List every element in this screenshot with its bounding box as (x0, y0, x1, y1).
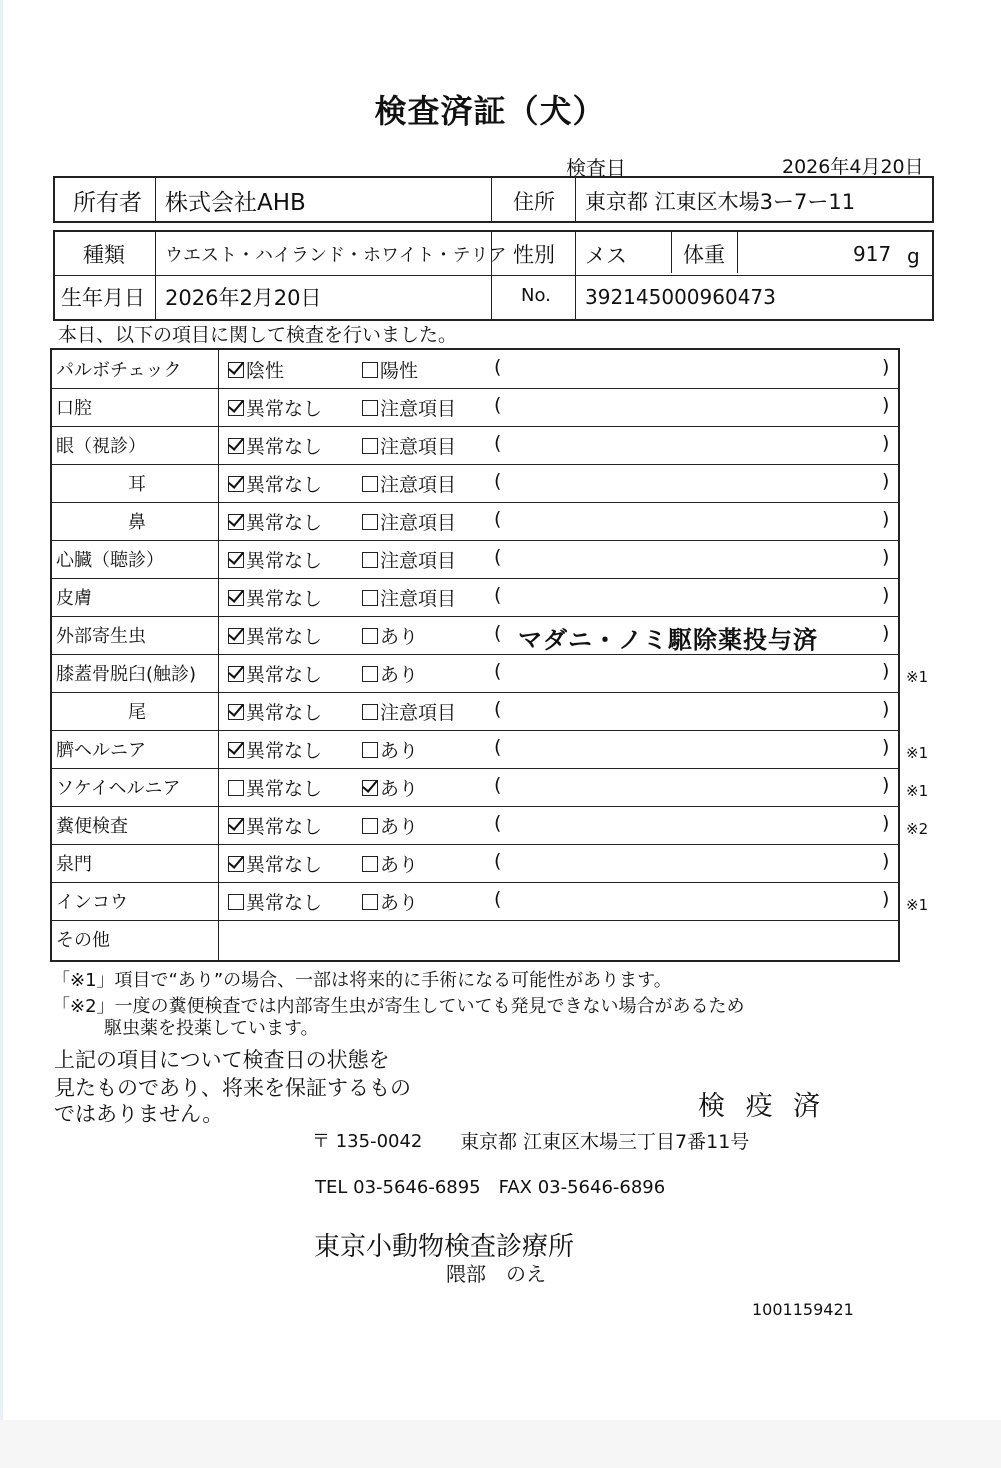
check-row-other (52, 920, 898, 958)
scan-edge-left (0, 0, 3, 1468)
checkbox-alert[interactable] (362, 818, 378, 834)
option-alert-label: あり (380, 816, 419, 838)
check-option-alert[interactable] (362, 850, 418, 877)
scan-edge-bottom (0, 1420, 1001, 1468)
paren-close: ) (882, 470, 890, 492)
check-option-normal[interactable] (228, 736, 322, 763)
check-row-label: 鼻 (128, 512, 146, 533)
option-normal-label: 異常なし (246, 778, 323, 800)
paren-open: ( (494, 812, 502, 834)
checkbox-alert[interactable] (362, 894, 378, 910)
option-alert-label: 注意項目 (380, 702, 457, 724)
paren-open: ( (494, 546, 502, 568)
paren-open: ( (494, 888, 502, 910)
check-row-label: ソケイヘルニア (56, 778, 181, 799)
check-option-normal[interactable] (228, 622, 322, 649)
paren-close: ) (882, 888, 890, 910)
number-value: 392145000960473 (585, 285, 776, 309)
serial-number: 1001159421 (752, 1300, 854, 1319)
sex-label: 性別 (513, 243, 555, 267)
birth-label: 生年月日 (61, 286, 145, 310)
checkbox-alert[interactable] (362, 552, 378, 568)
check-row (52, 768, 929, 806)
option-normal-label: 異常なし (246, 626, 323, 648)
checkbox-normal[interactable] (228, 514, 244, 530)
check-comment: マダニ・ノミ駆除薬投与済 (518, 626, 818, 654)
check-row (52, 464, 898, 502)
note-1: 「※1」項目で“あり”の場合、一部は将来的に手術になる可能性があります。 (52, 970, 672, 991)
check-row-label: 膝蓋骨脱臼(触診) (56, 664, 197, 685)
footnote-mark: ※1 (906, 744, 929, 762)
check-row (52, 692, 898, 730)
paren-open: ( (494, 470, 502, 492)
option-normal-label: 異常なし (246, 740, 323, 762)
address-label: 住所 (513, 190, 555, 214)
check-option-normal[interactable] (228, 774, 322, 801)
check-row-label: 心臓（聴診） (56, 550, 164, 571)
disclaimer-line-2: 見たものであり、将来を保証するもの (54, 1076, 411, 1100)
paren-open: ( (494, 660, 502, 682)
option-normal-label: 異常なし (246, 550, 323, 572)
checkbox-alert[interactable] (362, 780, 378, 796)
option-normal-label: 陰性 (246, 360, 285, 382)
checkbox-normal[interactable] (228, 856, 244, 872)
note-2-cont: 駆虫薬を投薬しています。 (104, 1018, 319, 1039)
disclaimer-line-1: 上記の項目について検査日の状態を (54, 1048, 390, 1072)
breed-label: 種類 (83, 243, 125, 267)
owner-label: 所有者 (73, 190, 142, 216)
check-row (52, 654, 929, 692)
check-option-alert[interactable] (362, 546, 456, 573)
option-alert-label: 注意項目 (380, 512, 457, 534)
checkbox-alert[interactable] (362, 628, 378, 644)
footnote-mark: ※1 (906, 782, 929, 800)
option-normal-label: 異常なし (246, 702, 323, 724)
inspection-date-value: 2026年4月20日 (782, 156, 924, 178)
check-option-alert[interactable] (362, 622, 418, 649)
paren-open: ( (494, 850, 502, 872)
pet-info-box (53, 230, 934, 321)
breed-value: ウエスト・ハイランド・ホワイト・テリア (165, 245, 507, 266)
option-normal-label: 異常なし (246, 664, 323, 686)
checkbox-alert[interactable] (362, 704, 378, 720)
check-row-label: パルボチェック (56, 360, 182, 381)
checkbox-alert[interactable] (362, 856, 378, 872)
paren-open: ( (494, 698, 502, 720)
check-row (52, 806, 929, 844)
option-normal-label: 異常なし (246, 854, 323, 876)
check-option-alert[interactable] (362, 432, 456, 459)
check-row-label: 外部寄生虫 (56, 626, 146, 647)
clinic-address: 東京都 江東区木場三丁目7番11号 (460, 1131, 750, 1153)
weight-label: 体重 (683, 243, 725, 267)
paren-open: ( (494, 356, 502, 378)
option-normal-label: 異常なし (246, 588, 323, 610)
check-option-alert[interactable] (362, 888, 418, 915)
option-normal-label: 異常なし (246, 816, 323, 838)
checkbox-normal[interactable] (228, 476, 244, 492)
option-alert-label: あり (380, 664, 419, 686)
option-alert-label: 注意項目 (380, 436, 457, 458)
footnote-mark: ※1 (906, 896, 929, 914)
option-alert-label: あり (380, 892, 419, 914)
note-2: 「※2」一度の糞便検査では内部寄生虫が寄生していても発見できない場合があるため (52, 996, 745, 1017)
option-alert-label: 注意項目 (380, 474, 457, 496)
check-row (52, 616, 898, 654)
checkbox-alert[interactable] (362, 514, 378, 530)
owner-address-box (53, 176, 934, 223)
option-alert-label: 注意項目 (380, 550, 457, 572)
option-normal-label: 異常なし (246, 398, 323, 420)
check-row-label: 臍ヘルニア (56, 740, 146, 761)
check-row-label: 口腔 (56, 398, 92, 419)
paren-close: ) (882, 736, 890, 758)
option-alert-label: 陽性 (380, 360, 419, 382)
check-row-label: 泉門 (56, 854, 92, 875)
option-normal-label: 異常なし (246, 892, 323, 914)
check-row-label: 尾 (128, 702, 146, 723)
checkbox-normal[interactable] (228, 894, 244, 910)
checkbox-normal[interactable] (228, 362, 244, 378)
check-row (52, 350, 898, 388)
paren-close: ) (882, 356, 890, 378)
paren-open: ( (494, 622, 502, 644)
checkbox-alert[interactable] (362, 666, 378, 682)
checkbox-normal[interactable] (228, 780, 244, 796)
check-row (52, 388, 898, 426)
check-row (52, 882, 929, 920)
checkbox-alert[interactable] (362, 362, 378, 378)
postal-code: 〒 135-0042 (312, 1131, 423, 1152)
checkbox-alert[interactable] (362, 476, 378, 492)
checkbox-alert[interactable] (362, 400, 378, 416)
inspection-date-label: 検査日 (566, 156, 626, 180)
paren-close: ) (882, 584, 890, 606)
option-alert-label: あり (380, 740, 419, 762)
checkbox-normal[interactable] (228, 590, 244, 606)
checkbox-alert[interactable] (362, 438, 378, 454)
check-option-normal[interactable] (228, 546, 322, 573)
check-option-normal[interactable] (228, 584, 322, 611)
check-row-label: 糞便検査 (56, 816, 128, 837)
check-row (52, 578, 898, 616)
disclaimer-line-3: ではありません。 (54, 1102, 224, 1126)
check-option-normal[interactable] (228, 812, 322, 839)
veterinarian-name: 隈部 のえ (446, 1262, 546, 1286)
check-row-label: インコウ (56, 892, 128, 913)
check-option-alert[interactable] (362, 470, 456, 497)
clinic-name: 東京小動物検査診療所 (314, 1232, 575, 1262)
check-option-alert[interactable] (362, 584, 456, 611)
sex-value: メス (585, 244, 627, 268)
check-option-alert[interactable] (362, 812, 418, 839)
paren-open: ( (494, 394, 502, 416)
check-row-label: 耳 (128, 474, 146, 495)
weight-unit: g (907, 244, 920, 268)
check-option-alert[interactable] (362, 774, 418, 801)
check-row (52, 540, 898, 578)
paren-close: ) (882, 812, 890, 834)
footnote-mark: ※1 (906, 668, 929, 686)
option-alert-label: 注意項目 (380, 588, 457, 610)
check-option-normal[interactable] (228, 888, 322, 915)
check-option-alert[interactable] (362, 394, 456, 421)
option-alert-label: あり (380, 626, 419, 648)
check-table (50, 348, 929, 962)
checkbox-normal[interactable] (228, 742, 244, 758)
paren-close: ) (882, 850, 890, 872)
intro-text: 本日、以下の項目に関して検査を行いました。 (58, 324, 458, 346)
check-option-normal[interactable] (228, 850, 322, 877)
paren-open: ( (494, 774, 502, 796)
paren-close: ) (882, 394, 890, 416)
paren-close: ) (882, 622, 890, 644)
option-alert-label: あり (380, 778, 419, 800)
check-option-alert[interactable] (362, 508, 456, 535)
other-label: その他 (56, 930, 110, 951)
weight-value: 917 (853, 242, 892, 266)
check-option-alert[interactable] (362, 736, 418, 763)
option-alert-label: 注意項目 (380, 398, 457, 420)
checkbox-normal[interactable] (228, 704, 244, 720)
paren-close: ) (882, 660, 890, 682)
check-option-normal[interactable] (228, 356, 284, 383)
checkbox-normal[interactable] (228, 818, 244, 834)
checkbox-normal[interactable] (228, 552, 244, 568)
checkbox-normal[interactable] (228, 666, 244, 682)
check-row (52, 844, 898, 882)
checkbox-normal[interactable] (228, 438, 244, 454)
footnote-mark: ※2 (906, 820, 929, 838)
paren-open: ( (494, 432, 502, 454)
option-normal-label: 異常なし (246, 474, 323, 496)
address-value: 東京都 江東区木場3ー7ー11 (585, 190, 856, 214)
clinic-tel-fax: TEL 03-5646-6895 FAX 03-5646-6896 (315, 1177, 666, 1198)
check-option-normal[interactable] (228, 660, 322, 687)
paren-close: ) (882, 774, 890, 796)
check-row-label: 皮膚 (56, 588, 92, 609)
check-option-normal[interactable] (228, 394, 322, 421)
check-option-alert[interactable] (362, 698, 456, 725)
option-normal-label: 異常なし (246, 436, 323, 458)
check-option-alert[interactable] (362, 356, 418, 383)
check-option-normal[interactable] (228, 508, 322, 535)
check-row (52, 426, 898, 464)
number-label: No. (521, 285, 551, 306)
check-option-normal[interactable] (228, 432, 322, 459)
page-title: 検査済証（犬） (374, 92, 606, 130)
check-row (52, 730, 929, 768)
check-row (52, 502, 898, 540)
check-option-normal[interactable] (228, 470, 322, 497)
paren-close: ) (882, 546, 890, 568)
checkbox-normal[interactable] (228, 400, 244, 416)
owner-value: 株式会社AHB (165, 190, 306, 216)
checkbox-alert[interactable] (362, 742, 378, 758)
checkbox-alert[interactable] (362, 590, 378, 606)
quarantine-stamp-text: 検 疫 済 (698, 1091, 827, 1122)
paren-close: ) (882, 698, 890, 720)
check-option-alert[interactable] (362, 660, 418, 687)
option-alert-label: あり (380, 854, 419, 876)
birth-value: 2026年2月20日 (165, 286, 322, 310)
option-normal-label: 異常なし (246, 512, 323, 534)
checkbox-normal[interactable] (228, 628, 244, 644)
paren-close: ) (882, 508, 890, 530)
paren-open: ( (494, 584, 502, 606)
check-option-normal[interactable] (228, 698, 322, 725)
paren-open: ( (494, 508, 502, 530)
paren-close: ) (882, 432, 890, 454)
paren-open: ( (494, 736, 502, 758)
check-row-label: 眼（視診） (56, 436, 146, 457)
